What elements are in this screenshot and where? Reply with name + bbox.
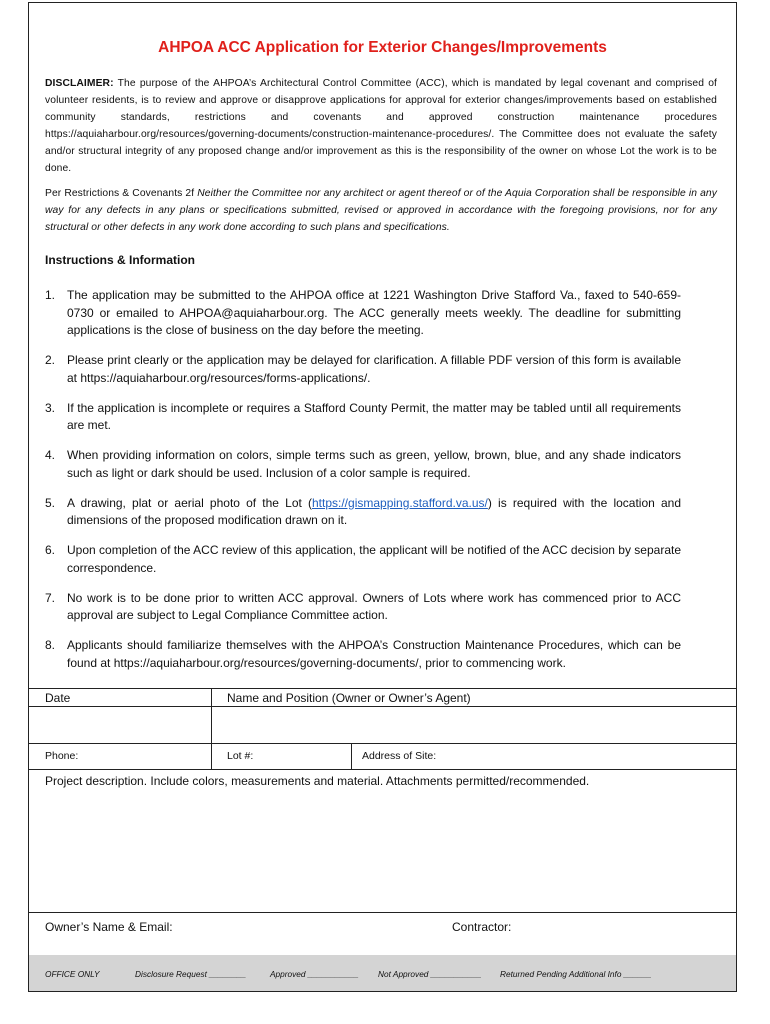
disclaimer-label: DISCLAIMER: — [45, 78, 114, 89]
office-only-label: OFFICE ONLY — [45, 969, 100, 979]
instructions-heading: Instructions & Information — [45, 253, 195, 267]
project-description-field[interactable]: Project description. Include colors, measurements and material. Attachments permitted/recommended. — [45, 774, 590, 788]
item-number: 8. — [45, 638, 56, 652]
restrictions-text: Neither the Committee nor any architect or agent thereof or of the Aquia Corporation shall be responsible in any way for any defects in any plans or specifications submitted, revised or approved in accordance with the foregoing provisions, nor for any structural or other defects in any work done according to such plans and specifications. — [45, 188, 717, 233]
instructions-list — [45, 287, 681, 685]
item-text-before: A drawing, plat or aerial photo of the Lot ( — [67, 495, 312, 510]
lot-number-field[interactable]: Lot #: — [227, 750, 254, 762]
item-text: Applicants should familiarize themselves with the AHPOA’s Construction Maintenance Procedures, which can be found at https://aquiaharbour.org/resources/governing-documents/, prior to commencing work. — [67, 638, 681, 670]
instruction-item — [45, 400, 681, 435]
disclaimer-text: The purpose of the AHPOA’s Architectural Control Committee (ACC), which is mandated by legal covenant and comprised of volunteer residents, is to review and approve or disapprove applications for approval for exterior changes/improvements based on established community standards, restrictions and covenants and approved construction maintenance procedures https://aquiaharbour.org/resources/governing-documents/construction-maintenance-procedures/. The Committee does not evaluate the safety and/or structural integrity of any proposed change and/or improvement as this is the responsibility of the owner on whose Lot the work is to be done. — [45, 78, 717, 174]
date-field[interactable] — [31, 708, 209, 741]
item-number: 2. — [45, 353, 56, 367]
not-approved-field[interactable]: Not Approved ___________ — [378, 969, 482, 979]
instruction-item — [45, 352, 681, 387]
item-number: 3. — [45, 400, 56, 415]
owner-name-email-field[interactable]: Owner’s Name & Email: — [45, 920, 173, 934]
form-divider — [29, 706, 736, 707]
site-address-field[interactable]: Address of Site: — [362, 750, 437, 762]
instruction-item — [45, 495, 681, 530]
item-number: 4. — [45, 448, 56, 462]
item-text: Upon completion of the ACC review of this application, the applicant will be notified of the ACC decision by separate correspondence. — [67, 543, 681, 575]
item-text: When providing information on colors, simple terms such as green, yellow, brown, blue, and any shade indicators such as light or dark should be used. Inclusion of a color sample is required. — [67, 448, 681, 480]
gis-mapping-link[interactable]: https://gismapping.stafford.va.us/ — [312, 495, 488, 510]
item-number: 6. — [45, 543, 56, 557]
phone-field[interactable]: Phone: — [45, 750, 79, 762]
approved-field[interactable]: Approved ___________ — [270, 969, 359, 979]
instruction-item — [45, 542, 681, 577]
form-divider — [29, 769, 736, 770]
item-text: If the application is incomplete or requires a Stafford County Permit, the matter may be tabled until all requirements are met. — [67, 400, 681, 432]
item-text — [67, 495, 681, 530]
contractor-field[interactable]: Contractor: — [452, 920, 512, 934]
date-label: Date — [45, 691, 71, 705]
name-position-field[interactable] — [214, 708, 734, 741]
page-title: AHPOA ACC Application for Exterior Changes/Improvements — [158, 39, 607, 56]
restrictions-paragraph — [45, 185, 717, 236]
instruction-item — [45, 287, 681, 340]
item-number: 1. — [45, 288, 56, 302]
form-column-divider — [211, 688, 212, 769]
form-divider — [29, 743, 736, 744]
item-number: 5. — [45, 495, 56, 510]
disclaimer-paragraph — [45, 75, 717, 177]
item-text: Please print clearly or the application may be delayed for clarification. A fillable PDF version of this form is available at https://aquiaharbour.org/resources/forms-applications/. — [67, 353, 681, 385]
disclosure-request-field[interactable]: Disclosure Request ________ — [135, 969, 247, 979]
restrictions-prefix: Per Restrictions & Covenants 2f — [45, 188, 198, 199]
item-text: The application may be submitted to the AHPOA office at 1221 Washington Drive Stafford Va., faxed to 540-659-0730 or emailed to AHPOA@aquiaharbour.org. The ACC generally meets weekly. The deadline for submitting applications is the close of business on the day before the meeting. — [67, 288, 681, 337]
form-divider — [29, 912, 736, 913]
instruction-item — [45, 447, 681, 482]
item-number: 7. — [45, 590, 56, 605]
item-text-after: ) is required with the location and dimensions of the proposed modification drawn on it. — [67, 495, 681, 527]
instruction-item — [45, 590, 681, 625]
form-top-divider — [29, 688, 736, 689]
instruction-item — [45, 637, 681, 672]
returned-pending-field[interactable]: Returned Pending Additional Info ______ — [500, 969, 652, 979]
application-form-page — [28, 2, 737, 992]
item-text: No work is to be done prior to written ACC approval. Owners of Lots where work has commenced prior to ACC approval are subject to Legal Compliance Committee action. — [67, 590, 681, 622]
name-position-label: Name and Position (Owner or Owner’s Agent) — [227, 691, 471, 705]
form-column-divider — [351, 743, 352, 769]
